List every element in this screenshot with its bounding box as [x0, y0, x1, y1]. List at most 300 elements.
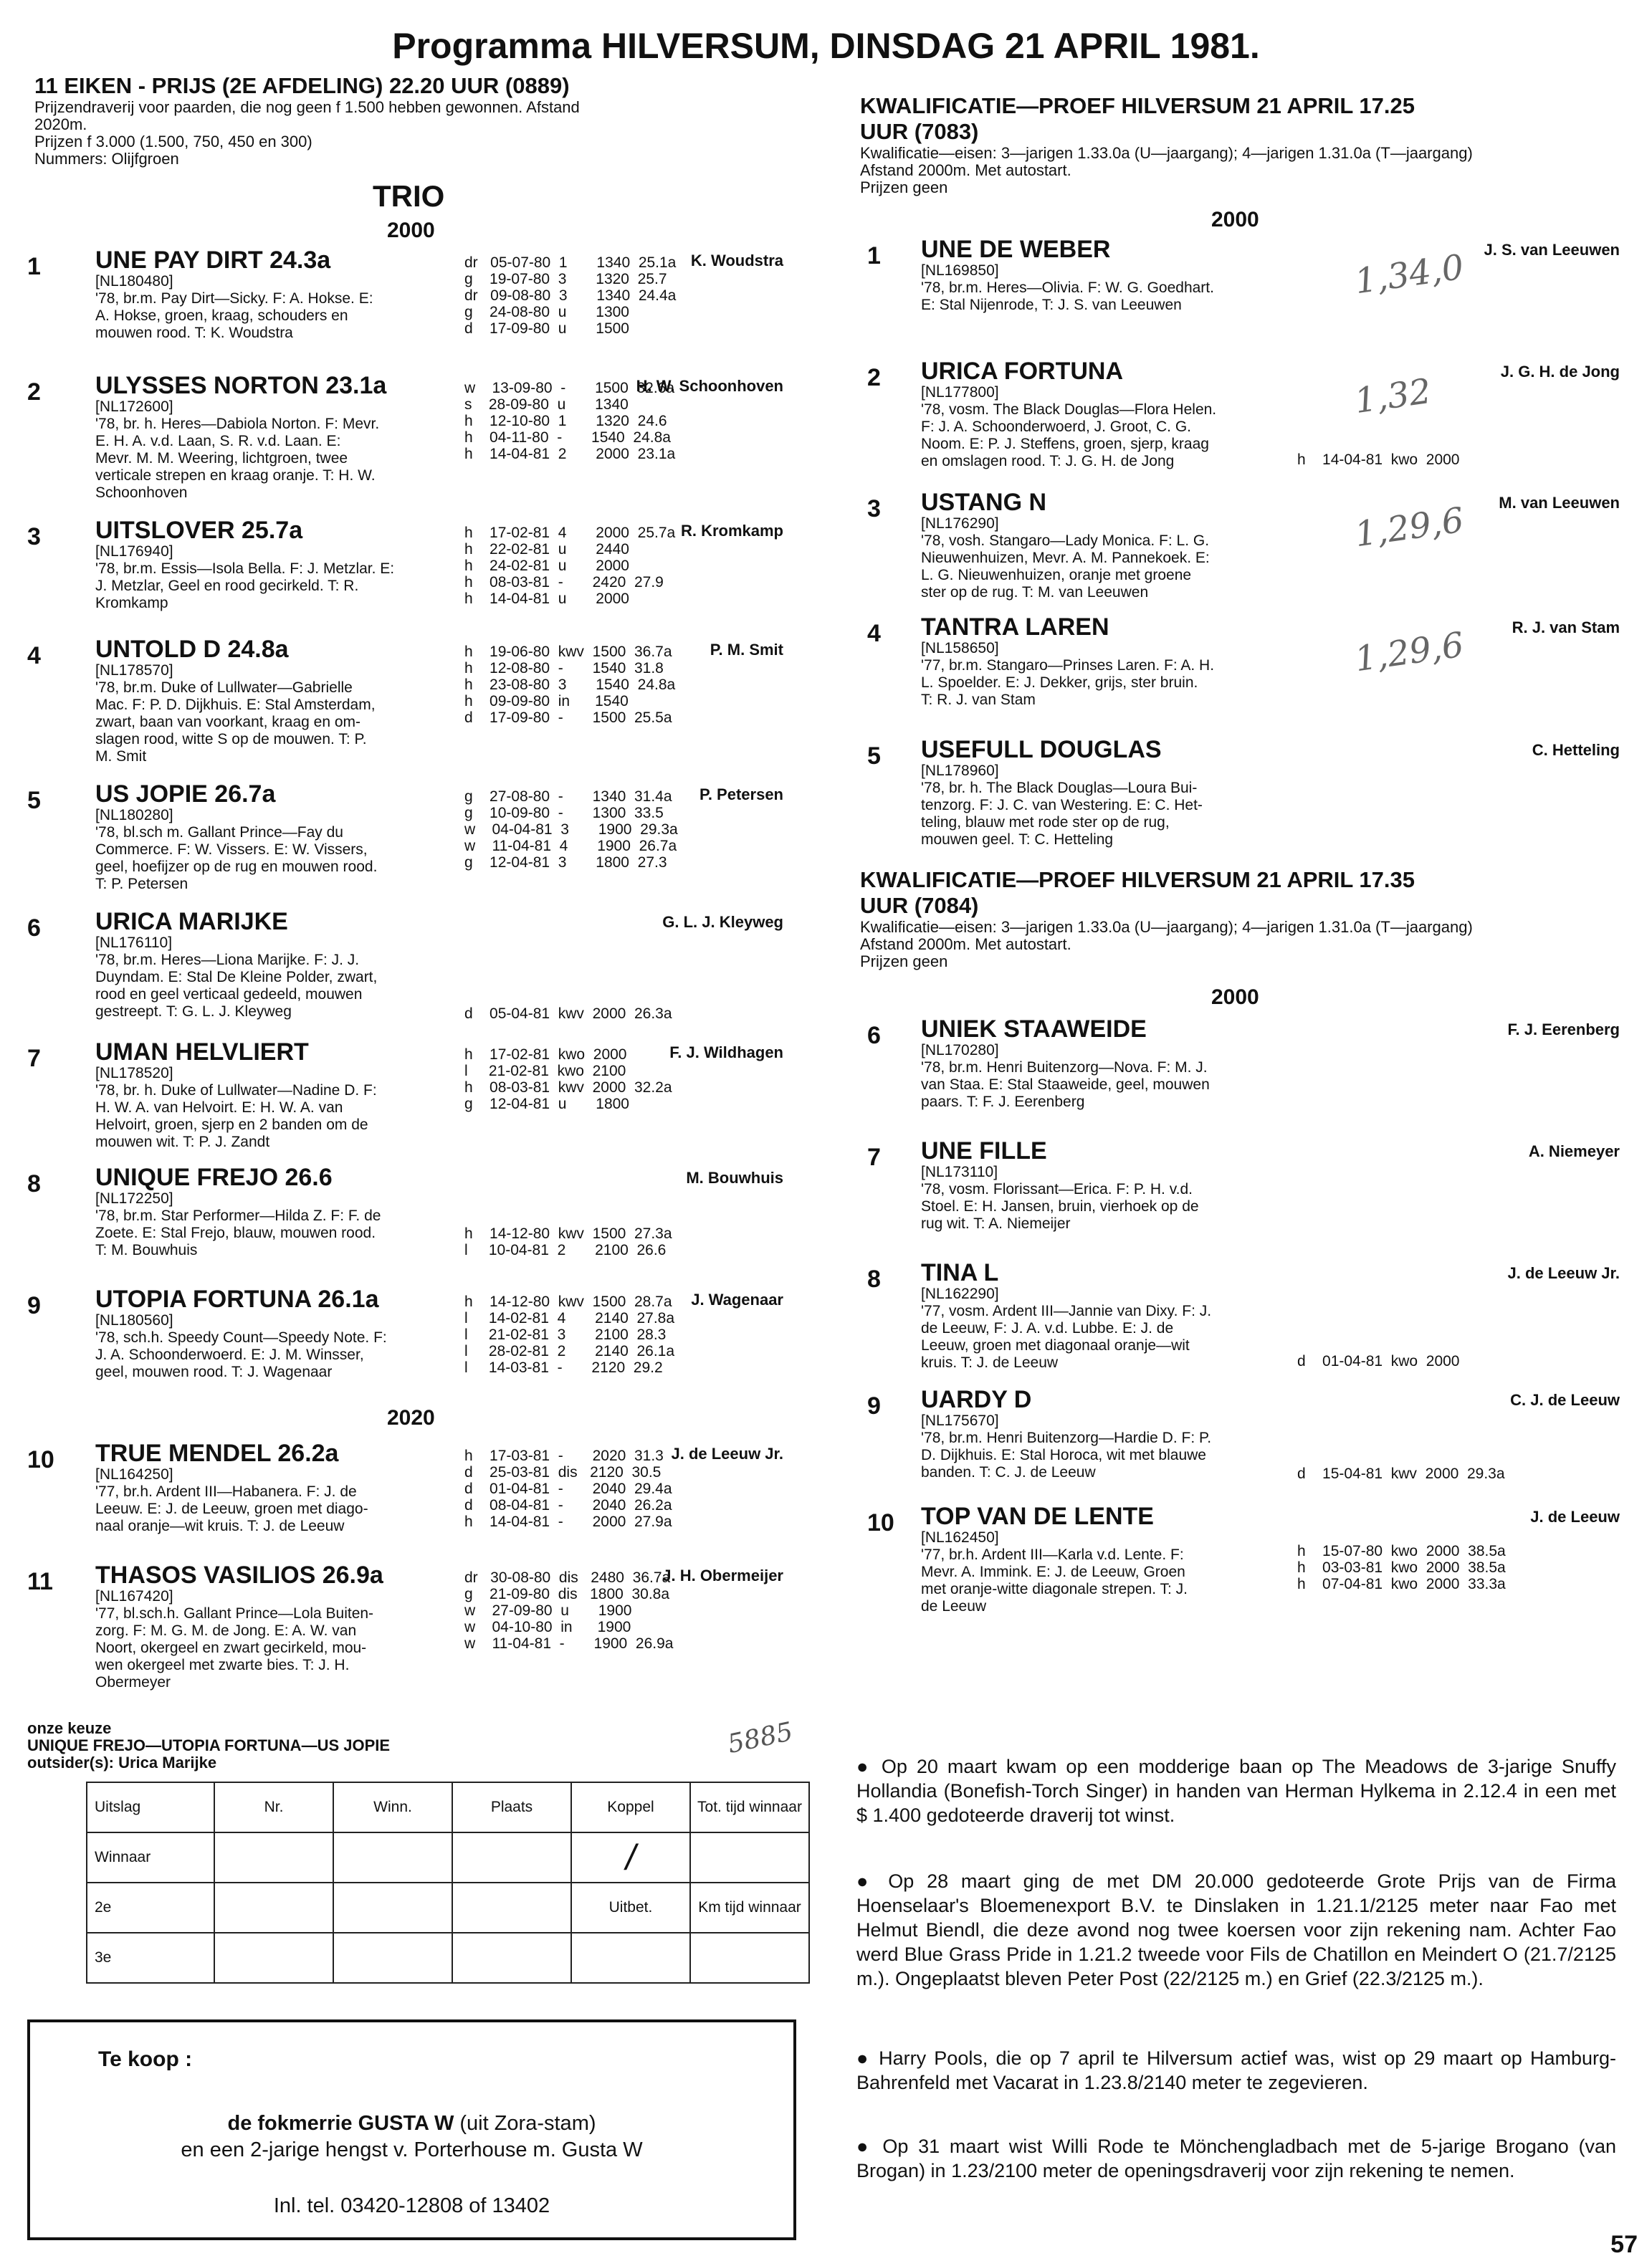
horse-name: USEFULL DOUGLAS: [921, 736, 1162, 763]
trainer-name: P. M. Smit: [710, 641, 783, 659]
right-race1-info-2: Afstand 2000m. Met autostart.: [860, 161, 1071, 179]
distance-heading-2000: 2000: [387, 219, 435, 242]
news-item-2: ● Op 28 maart ging de met DM 20.000 gedoteerde Grote Prijs van de Firma Hoenselaar's Bloemenexport B.V. te Dinslaken in 1.21.1/2125 meter naar Fao met Helmut Biendl, die deze avond nog twee koersen voor zijn rekening nam. Achter Fao werd Blue Grass Pride in 1.21.2 tweede voor Fils de Chatillon en Meindert O (21.7/2125 m.). Ongeplaatst bleven Peter Post (22/2125 m.) en Grief (22.3/2125 m.).: [856, 1870, 1616, 1989]
horse-description-line: Noort, okergeel en zwart gecirkeld, mou-: [95, 1640, 367, 1656]
horse-description-line: Mevr. M. M. Weering, lichtgroen, twee: [95, 450, 348, 467]
race-record-line: h 14-12-80 kwv 1500 27.3a: [464, 1225, 672, 1242]
horse-description-line: J. A. Schoonderwoerd. E: J. M. Winsser,: [95, 1347, 364, 1363]
cell-koppel-mark[interactable]: /: [571, 1832, 690, 1883]
entry-number: 4: [27, 642, 41, 669]
horse-description-line: '78, sch.h. Speedy Count—Speedy Note. F:: [95, 1329, 387, 1346]
horse-description-line: gestreept. T: G. L. J. Kleyweg: [95, 1003, 292, 1020]
horse-description-line: '78, bl.sch m. Gallant Prince—Fay du: [95, 824, 343, 841]
horse-description-line: D. Dijkhuis. E: Stal Horoca, wit met blauwe: [921, 1447, 1206, 1463]
horse-description-line: E. H. A. v.d. Laan, S. R. v.d. Laan. E:: [95, 433, 341, 449]
horse-description-line: geel, mouwen rood. T: J. Wagenaar: [95, 1364, 333, 1380]
page-number: 57: [1610, 2231, 1638, 2258]
horse-description-line: Duyndam. E: Stal De Kleine Polder, zwart,: [95, 969, 378, 985]
horse-description-line: '78, vosm. The Black Douglas—Flora Helen.: [921, 401, 1217, 418]
race-record-line: h 09-09-80 in 1540: [464, 693, 629, 709]
right-race1-title2: UUR (7083): [860, 119, 979, 144]
horse-description-line: rug wit. T: A. Niemeijer: [921, 1215, 1071, 1232]
horse-description-line: wen okergeel met zwarte bies. T: J. H.: [95, 1657, 350, 1673]
cell[interactable]: [452, 1832, 571, 1883]
race-record-line: w 11-04-81 4 1900 26.7a: [464, 838, 677, 854]
race-record-line: h 04-11-80 - 1540 24.8a: [464, 429, 671, 446]
right-race2-title: KWALIFICATIE—PROEF HILVERSUM 21 APRIL 17.35: [860, 867, 1415, 892]
race-record-line: dr 30-08-80 dis 2480 36.7a: [464, 1569, 671, 1586]
horse-description-line: ster op de rug. T: M. van Leeuwen: [921, 584, 1149, 601]
horse-description-line: rood en geel verticaal gedeeld, mouwen: [95, 986, 363, 1003]
horse-description-line: Stoel. E: H. Jansen, bruin, vierhoek op de: [921, 1198, 1199, 1215]
horse-description-line: [NL172250]: [95, 1190, 173, 1207]
race-records: [464, 1005, 672, 1022]
race-record-line: l 14-02-81 4 2140 27.8a: [464, 1310, 675, 1326]
km-tijd-label: Km tijd winnaar: [690, 1883, 809, 1933]
horse-description-line: H. W. A. van Helvoirt. E: H. W. A. van: [95, 1099, 343, 1116]
horse-description-line: mouwen geel. T: C. Hetteling: [921, 831, 1114, 848]
entry-body: [921, 1016, 1365, 1111]
race-record-line: h 03-03-81 kwo 2000 38.5a: [1297, 1559, 1506, 1576]
race-records: [464, 1448, 672, 1530]
horse-description-line: '78, br. h. Duke of Lullwater—Nadine D. F:: [95, 1082, 377, 1099]
horse-description-line: mouwen rood. T: K. Woudstra: [95, 325, 293, 341]
entry-number: 7: [867, 1144, 881, 1171]
horse-description-line: [NL176110]: [95, 934, 173, 951]
horse-name: UMAN HELVLIERT: [95, 1038, 309, 1066]
horse-description-line: Commerce. F: W. Vissers. E: W. Vissers,: [95, 841, 368, 858]
horse-name: US JOPIE 26.7a: [95, 780, 276, 808]
race-record-line: h 14-04-81 kwo 2000: [1297, 451, 1460, 468]
race-records: [464, 525, 675, 607]
horse-description-line: paars. T: F. J. Eerenberg: [921, 1094, 1085, 1110]
right-race1-info-1: Kwalificatie—eisen: 3—jarigen 1.33.0a (U—jaargang); 4—jarigen 1.31.0a (T—jaargang): [860, 144, 1473, 162]
cell[interactable]: [214, 1832, 333, 1883]
left-race-info-1: Prijzendraverij voor paarden, die nog geen f 1.500 hebben gewonnen. Afstand: [34, 98, 580, 116]
race-records: [1297, 451, 1459, 468]
horse-description-line: '78, br. h. Heres—Dabiola Norton. F: Mevr.: [95, 416, 380, 432]
trainer-name: H. W. Schoonhoven: [636, 377, 783, 395]
left-race-info-3: Prijzen f 3.000 (1.500, 750, 450 en 300): [34, 133, 312, 150]
trainer-name: J. Wagenaar: [691, 1291, 783, 1309]
horse-description-line: Obermeyer: [95, 1674, 171, 1691]
entry-body: [921, 614, 1365, 709]
horse-description-line: Mevr. A. Immink. E: J. de Leeuw, Groen: [921, 1564, 1185, 1580]
keuze-picks: UNIQUE FREJO—UTOPIA FORTUNA—US JOPIE: [27, 1736, 391, 1754]
horse-description-line: geel, hoefijzer op de rug en mouwen rood.: [95, 859, 378, 875]
horse-description-line: met oranje-witte diagonale strepen. T: J.: [921, 1581, 1188, 1597]
race-record-line: l 14-03-81 - 2120 29.2: [464, 1359, 663, 1376]
trainer-name: M. Bouwhuis: [686, 1169, 783, 1187]
entry-number: 8: [867, 1266, 881, 1293]
cell[interactable]: [214, 1933, 333, 1983]
ad-line-4: Inl. tel. 03420-12808 of 13402: [273, 2194, 550, 2217]
race-record-line: g 21-09-80 dis 1800 30.8a: [464, 1586, 670, 1602]
handwritten-time: 1,29,6: [1352, 624, 1466, 680]
horse-description-line: [NL176290]: [921, 515, 999, 532]
horse-description-line: Schoonhoven: [95, 484, 188, 501]
horse-description-line: [NL180560]: [95, 1312, 173, 1329]
horse-description-line: banden. T: C. J. de Leeuw: [921, 1464, 1096, 1481]
entry-number: 10: [27, 1446, 54, 1473]
race-record-line: h 14-12-80 kwv 1500 28.7a: [464, 1294, 672, 1310]
horse-description-line: '78, br.m. Essis—Isola Bella. F: J. Metzlar. E:: [95, 560, 395, 577]
race-record-line: h 17-02-81 kwo 2000: [464, 1046, 627, 1063]
entry-number: 5: [27, 787, 41, 814]
entry-number: 1: [27, 253, 41, 280]
horse-description-line: T: M. Bouwhuis: [95, 1242, 198, 1258]
horse-name: UNIEK STAAWEIDE: [921, 1015, 1147, 1043]
horse-description-line: en omslagen rood. T: J. G. H. de Jong: [921, 453, 1175, 469]
race-records: [1297, 1543, 1506, 1592]
uitbet-label: Uitbet.: [571, 1883, 690, 1933]
race-record-line: g 27-08-80 - 1340 31.4a: [464, 788, 672, 805]
page-title: Programma HILVERSUM, DINSDAG 21 APRIL 1981.: [392, 26, 1260, 66]
race-record-line: h 12-08-80 - 1540 31.8: [464, 660, 664, 677]
cell[interactable]: [333, 1933, 452, 1983]
horse-description-line: [NL180480]: [95, 273, 173, 290]
right-race1-title: KWALIFICATIE—PROEF HILVERSUM 21 APRIL 17.25: [860, 93, 1415, 118]
trainer-name: C. Hetteling: [1532, 741, 1620, 759]
horse-description-line: Nieuwenhuizen, Mevr. A. M. Pannekoek. E:: [921, 550, 1210, 566]
entry-number: 1: [867, 242, 881, 269]
entry-body: [95, 909, 540, 1020]
cell[interactable]: [690, 1933, 809, 1983]
news-item-1: ● Op 20 maart kwam op een modderige baan op The Meadows de 3-jarige Snuffy Hollandia (Bonefish-Torch Singer) in handen van Herman Hylkema in 2.12.4 in een met $ 1.400 gedoteerde draverij tot winst.: [856, 1756, 1616, 1826]
right-race1-distance: 2000: [1211, 208, 1259, 231]
horse-description-line: '78, br.m. Henri Buitenzorg—Nova. F: M. J.: [921, 1059, 1208, 1076]
header-koppel: Koppel: [571, 1782, 690, 1832]
race-record-line: d 01-04-81 kwo 2000: [1297, 1353, 1460, 1369]
horse-description-line: Leeuw, groen met diagonaal oranje—wit: [921, 1337, 1190, 1354]
row-label-winnaar: Winnaar: [87, 1832, 214, 1883]
horse-description-line: [NL173110]: [921, 1164, 998, 1180]
entry-number: 9: [27, 1292, 41, 1319]
entry-number: 6: [27, 914, 41, 942]
horse-description-line: Leeuw. E: J. de Leeuw, groen met diago-: [95, 1501, 368, 1517]
horse-description-line: '77, br.h. Ardent III—Habanera. F: J. de: [95, 1483, 357, 1500]
race-record-line: w 27-09-80 u 1900: [464, 1602, 632, 1619]
race-records: [464, 380, 675, 462]
trainer-name: C. J. de Leeuw: [1510, 1391, 1620, 1409]
race-record-line: w 13-09-80 - 1500 32.6a: [464, 380, 675, 396]
race-record-line: d 17-09-80 - 1500 25.5a: [464, 709, 672, 726]
race-records: [464, 644, 675, 726]
horse-description-line: van Staa. E: Stal Staaweide, geel, mouwen: [921, 1076, 1210, 1093]
race-record-line: h 17-03-81 - 2020 31.3: [464, 1448, 664, 1464]
race-record-line: g 12-04-81 u 1800: [464, 1096, 629, 1112]
right-race2-distance: 2000: [1211, 985, 1259, 1009]
entry-body: [921, 1138, 1365, 1233]
entry-number: 3: [27, 523, 41, 550]
entry-number: 2: [867, 364, 881, 391]
race-record-line: h 22-02-81 u 2440: [464, 541, 629, 558]
horse-description-line: [NL170280]: [921, 1042, 999, 1058]
race-record-line: h 12-10-80 1 1320 24.6: [464, 413, 667, 429]
race-record-line: h 08-03-81 kwv 2000 32.2a: [464, 1079, 672, 1096]
trainer-name: R. Kromkamp: [680, 522, 783, 540]
horse-description-line: [NL180280]: [95, 807, 173, 823]
horse-description-line: naal oranje—wit kruis. T: J. de Leeuw: [95, 1518, 345, 1534]
race-records: [464, 1569, 673, 1652]
horse-name: THASOS VASILIOS 26.9a: [95, 1562, 383, 1589]
horse-description-line: Noom. E: P. J. Steffens, groen, sjerp, kraag: [921, 436, 1209, 452]
horse-description-line: slagen rood, witte S op de mouwen. T: P.: [95, 731, 367, 747]
race-records: [1297, 1353, 1459, 1369]
trainer-name: F. J. Wildhagen: [669, 1043, 783, 1061]
race-record-line: d 08-04-81 - 2040 26.2a: [464, 1497, 672, 1514]
race-record-line: g 10-09-80 - 1300 33.5: [464, 805, 664, 821]
distance-heading-2020: 2020: [387, 1406, 435, 1430]
horse-description-line: Helvoirt, groen, sjerp en 2 banden om de: [95, 1117, 368, 1133]
entry-number: 4: [867, 620, 881, 647]
race-record-line: g 24-08-80 u 1300: [464, 304, 629, 320]
horse-description-line: '78, br. h. The Black Douglas—Loura Bui-: [921, 780, 1198, 796]
horse-description-line: '77, br.m. Stangaro—Prinses Laren. F: A. H.: [921, 657, 1215, 674]
result-row-winnaar: [87, 1832, 809, 1883]
entry-number: 2: [27, 378, 41, 406]
right-race1-info-3: Prijzen geen: [860, 178, 948, 196]
race-record-line: dr 09-08-80 3 1340 24.4a: [464, 287, 677, 304]
trainer-name: P. Petersen: [699, 785, 783, 803]
entry-number: 9: [867, 1392, 881, 1420]
trainer-name: M. van Leeuwen: [1499, 494, 1620, 512]
horse-name: UNTOLD D 24.8a: [95, 636, 289, 663]
news-item-4: ● Op 31 maart wist Willi Rode te Mönchengladbach met de 5-jarige Brogano (van Brogan) in 1.23/2100 meter de openingsdraverij voor zijn rekening te nemen.: [856, 2136, 1616, 2181]
left-race-info-4: Nummers: Olijfgroen: [34, 150, 179, 168]
race-record-line: d 05-04-81 kwv 2000 26.3a: [464, 1005, 672, 1022]
trainer-name: K. Woudstra: [690, 252, 783, 269]
keuze-block: [27, 1720, 390, 1772]
horse-name: TRUE MENDEL 26.2a: [95, 1440, 339, 1467]
horse-name: TOP VAN DE LENTE: [921, 1503, 1154, 1530]
cell[interactable]: [214, 1883, 333, 1933]
horse-description-line: '78, br.m. Heres—Olivia. F: W. G. Goedhart.: [921, 279, 1214, 296]
race-record-line: l 21-02-81 kwo 2100: [464, 1063, 626, 1079]
result-table-header: [87, 1782, 809, 1832]
race-record-line: h 24-02-81 u 2000: [464, 558, 629, 574]
entry-number: 7: [27, 1045, 41, 1072]
header-winn: Winn.: [333, 1782, 452, 1832]
race-record-line: d 15-04-81 kwv 2000 29.3a: [1297, 1466, 1505, 1482]
race-records: [464, 1046, 672, 1112]
trainer-name: J. de Leeuw Jr.: [1507, 1264, 1620, 1282]
cell[interactable]: [333, 1832, 452, 1883]
horse-description-line: '78, br.m. Duke of Lullwater—Gabrielle: [95, 679, 353, 696]
header-plaats: Plaats: [452, 1782, 571, 1832]
horse-name: URICA MARIJKE: [95, 908, 288, 935]
race-record-line: s 28-09-80 u 1340: [464, 396, 629, 413]
horse-description-line: [NL158650]: [921, 640, 999, 656]
horse-name: USTANG N: [921, 489, 1047, 516]
result-row-3e: [87, 1933, 809, 1983]
race-record-line: h 14-04-81 2 2000 23.1a: [464, 446, 676, 462]
entry-number: 11: [27, 1568, 53, 1595]
trainer-name: J. de Leeuw: [1530, 1508, 1620, 1526]
trainer-name: J. G. H. de Jong: [1500, 363, 1620, 381]
horse-description-line: '78, br.m. Star Performer—Hilda Z. F: F. de: [95, 1208, 381, 1224]
race-record-line: w 04-04-81 3 1900 29.3a: [464, 821, 678, 838]
cell[interactable]: [333, 1883, 452, 1933]
horse-description-line: [NL178570]: [95, 662, 173, 679]
right-race2-info-1: Kwalificatie—eisen: 3—jarigen 1.33.0a (U—jaargang); 4—jarigen 1.31.0a (T—jaargang): [860, 918, 1473, 936]
horse-description-line: de Leeuw: [921, 1598, 987, 1615]
horse-description-line: [NL175670]: [921, 1412, 999, 1429]
race-record-line: h 07-04-81 kwo 2000 33.3a: [1297, 1576, 1506, 1592]
cell[interactable]: [452, 1933, 571, 1983]
horse-description-line: '78, br.m. Henri Buitenzorg—Hardie D. F: P.: [921, 1430, 1212, 1446]
horse-description-line: de Leeuw, F: J. A. v.d. Lubbe. E: J. de: [921, 1320, 1174, 1337]
horse-description-line: Mac. F: P. D. Dijkhuis. E: Stal Amsterdam,: [95, 697, 376, 713]
race-records: [464, 254, 676, 337]
keuze-label: onze keuze: [27, 1719, 112, 1737]
ad-line-1: Te koop :: [98, 2047, 193, 2071]
trainer-name: A. Niemeyer: [1528, 1142, 1620, 1160]
header-uitslag: Uitslag: [87, 1782, 214, 1832]
horse-description-line: [NL167420]: [95, 1588, 173, 1605]
horse-name: UNE FILLE: [921, 1137, 1047, 1165]
entry-body: [921, 489, 1365, 601]
horse-description-line: [NL162290]: [921, 1286, 999, 1302]
right-race1-header: [860, 93, 1620, 196]
race-record-line: h 17-02-81 4 2000 25.7a: [464, 525, 676, 541]
race-records: [464, 1225, 672, 1258]
ad-line-2-wrap: [30, 2112, 793, 2136]
horse-name: UNE DE WEBER: [921, 236, 1111, 263]
cell[interactable]: [452, 1883, 571, 1933]
entry-body: [921, 236, 1365, 314]
horse-description-line: tenzorg. F: J. C. van Westering. E: C. Het-: [921, 797, 1203, 813]
trainer-name: J. de Leeuw Jr.: [671, 1445, 783, 1463]
entry-number: 5: [867, 742, 881, 770]
trainer-name: R. J. van Stam: [1512, 618, 1620, 636]
right-race2-info-3: Prijzen geen: [860, 952, 948, 970]
race-record-line: h 08-03-81 - 2420 27.9: [464, 574, 664, 591]
trainer-name: J. S. van Leeuwen: [1484, 241, 1620, 259]
entry-body: [921, 737, 1365, 848]
race-record-line: d 01-04-81 - 2040 29.4a: [464, 1481, 672, 1497]
horse-name: TANTRA LAREN: [921, 613, 1109, 641]
race-record-line: h 15-07-80 kwo 2000 38.5a: [1297, 1543, 1506, 1559]
race-record-line: g 12-04-81 3 1800 27.3: [464, 854, 667, 871]
horse-description-line: L. G. Nieuwenhuizen, oranje met groene: [921, 567, 1192, 583]
ad-line-2b: (uit Zora-stam): [459, 2112, 596, 2135]
result-table: [86, 1782, 810, 1984]
race-record-line: d 25-03-81 dis 2120 30.5: [464, 1464, 662, 1481]
left-race-header: [34, 73, 808, 168]
trainer-name: G. L. J. Kleyweg: [662, 913, 783, 931]
horse-description-line: [NL176940]: [95, 543, 173, 560]
left-race-info-2: 2020m.: [34, 115, 87, 133]
race-record-line: h 14-04-81 - 2000 27.9a: [464, 1514, 672, 1530]
keuze-outsider: outsider(s): Urica Marijke: [27, 1754, 217, 1772]
horse-description-line: '77, br.h. Ardent III—Karla v.d. Lente. F:: [921, 1546, 1184, 1563]
entry-number: 6: [867, 1022, 881, 1049]
race-records: [464, 1294, 674, 1376]
race-record-line: dr 05-07-80 1 1340 25.1a: [464, 254, 677, 271]
horse-description-line: '78, vosh. Stangaro—Lady Monica. F: L. G.: [921, 532, 1210, 549]
horse-name: URICA FORTUNA: [921, 358, 1124, 385]
horse-description-line: verticale strepen en kraag oranje. T: H. W.: [95, 467, 376, 484]
race-record-line: l 10-04-81 2 2100 26.6: [464, 1242, 667, 1258]
horse-description-line: [NL178960]: [921, 762, 999, 779]
horse-description-line: zorg. F: M. G. M. de Jong. E: A. W. van: [95, 1622, 357, 1639]
horse-description-line: L. Spoelder. E: J. Dekker, grijs, ster bruin.: [921, 674, 1198, 691]
left-race-title: 11 EIKEN - PRIJS (2E AFDELING) 22.20 UUR (0889): [34, 73, 570, 98]
horse-name: UNIQUE FREJO 26.6: [95, 1164, 333, 1191]
cell[interactable]: [690, 1832, 809, 1883]
horse-description-line: '78, vosm. Florissant—Erica. F: P. H. v.d.: [921, 1181, 1193, 1197]
horse-description-line: [NL164250]: [95, 1466, 173, 1483]
right-race2-header: [860, 867, 1620, 970]
cell[interactable]: [571, 1933, 690, 1983]
horse-name: UARDY D: [921, 1386, 1032, 1413]
horse-description-line: '78, br.m. Pay Dirt—Sicky. F: A. Hokse. E:: [95, 290, 373, 307]
race-record-line: d 17-09-80 u 1500: [464, 320, 629, 337]
horse-description-line: '78, br.m. Heres—Liona Marijke. F: J. J.: [95, 952, 360, 968]
horse-name: UNE PAY DIRT 24.3a: [95, 247, 331, 274]
horse-description-line: Kromkamp: [95, 595, 168, 611]
news-item-3: ● Harry Pools, die op 7 april te Hilversum actief was, wist op 29 maart op Hamburg-Bahrenfeld met Vacarat in 1.23.8/2140 meter te zegevieren.: [856, 2047, 1616, 2093]
entry-number: 3: [867, 495, 881, 522]
horse-description-line: A. Hokse, groen, kraag, schouders en: [95, 307, 348, 324]
row-label-2e: 2e: [87, 1883, 214, 1933]
horse-description-line: zwart, baan van voorkant, kraag en om-: [95, 714, 361, 730]
race-records: [1297, 1466, 1505, 1482]
horse-description-line: T: P. Petersen: [95, 876, 188, 892]
race-record-line: w 04-10-80 in 1900: [464, 1619, 631, 1635]
trainer-name: F. J. Eerenberg: [1507, 1020, 1620, 1038]
horse-description-line: teling, blauw met rode ster op de rug,: [921, 814, 1170, 831]
horse-description-line: E: Stal Nijenrode, T: J. S. van Leeuwen: [921, 297, 1182, 313]
horse-description-line: F: J. A. Schoonderwoerd, J. Groot, C. G.: [921, 419, 1191, 435]
result-row-2e: [87, 1883, 809, 1933]
entry-number: 8: [27, 1170, 41, 1197]
ad-line-3: en een 2-jarige hengst v. Porterhouse m. Gusta W: [181, 2138, 643, 2161]
horse-description-line: kruis. T: J. de Leeuw: [921, 1354, 1059, 1371]
header-nr: Nr.: [214, 1782, 333, 1832]
race-record-line: h 19-06-80 kwv 1500 36.7a: [464, 644, 672, 660]
horse-description-line: J. Metzlar, Geel en rood gecirkeld. T: R.: [95, 578, 359, 594]
horse-description-line: '77, bl.sch.h. Gallant Prince—Lola Buiten-: [95, 1605, 374, 1622]
horse-description-line: [NL177800]: [921, 384, 999, 401]
trainer-name: J. H. Obermeijer: [662, 1567, 783, 1584]
race-record-line: h 14-04-81 u 2000: [464, 591, 629, 607]
horse-description-line: [NL162450]: [921, 1529, 999, 1546]
horse-description-line: [NL178520]: [95, 1065, 173, 1081]
horse-name: UITSLOVER 25.7a: [95, 517, 303, 544]
race-record-line: l 28-02-81 2 2140 26.1a: [464, 1343, 675, 1359]
right-race2-info-2: Afstand 2000m. Met autostart.: [860, 935, 1071, 953]
advertisement-box: [27, 2019, 796, 2240]
horse-description-line: [NL172600]: [95, 398, 173, 415]
ad-line-2: de fokmerrie GUSTA W: [227, 2112, 454, 2135]
handwritten-note: 5885: [725, 1716, 796, 1760]
horse-description-line: '77, vosm. Ardent III—Jannie van Dixy. F: J.: [921, 1303, 1212, 1319]
row-label-3e: 3e: [87, 1933, 214, 1983]
horse-name: UTOPIA FORTUNA 26.1a: [95, 1286, 379, 1313]
horse-description-line: [NL169850]: [921, 262, 999, 279]
handwritten-time: 1,34,0: [1352, 247, 1466, 302]
bet-type: TRIO: [373, 179, 445, 213]
race-record-line: h 23-08-80 3 1540 24.8a: [464, 677, 676, 693]
horse-name: ULYSSES NORTON 23.1a: [95, 372, 387, 399]
horse-name: TINA L: [921, 1259, 999, 1286]
race-record-line: w 11-04-81 - 1900 26.9a: [464, 1635, 674, 1652]
handwritten-time: 1,29,6: [1352, 499, 1466, 555]
horse-description-line: Zoete. E: Stal Frejo, blauw, mouwen rood.: [95, 1225, 376, 1241]
horse-description-line: mouwen wit. T: P. J. Zandt: [95, 1134, 270, 1150]
